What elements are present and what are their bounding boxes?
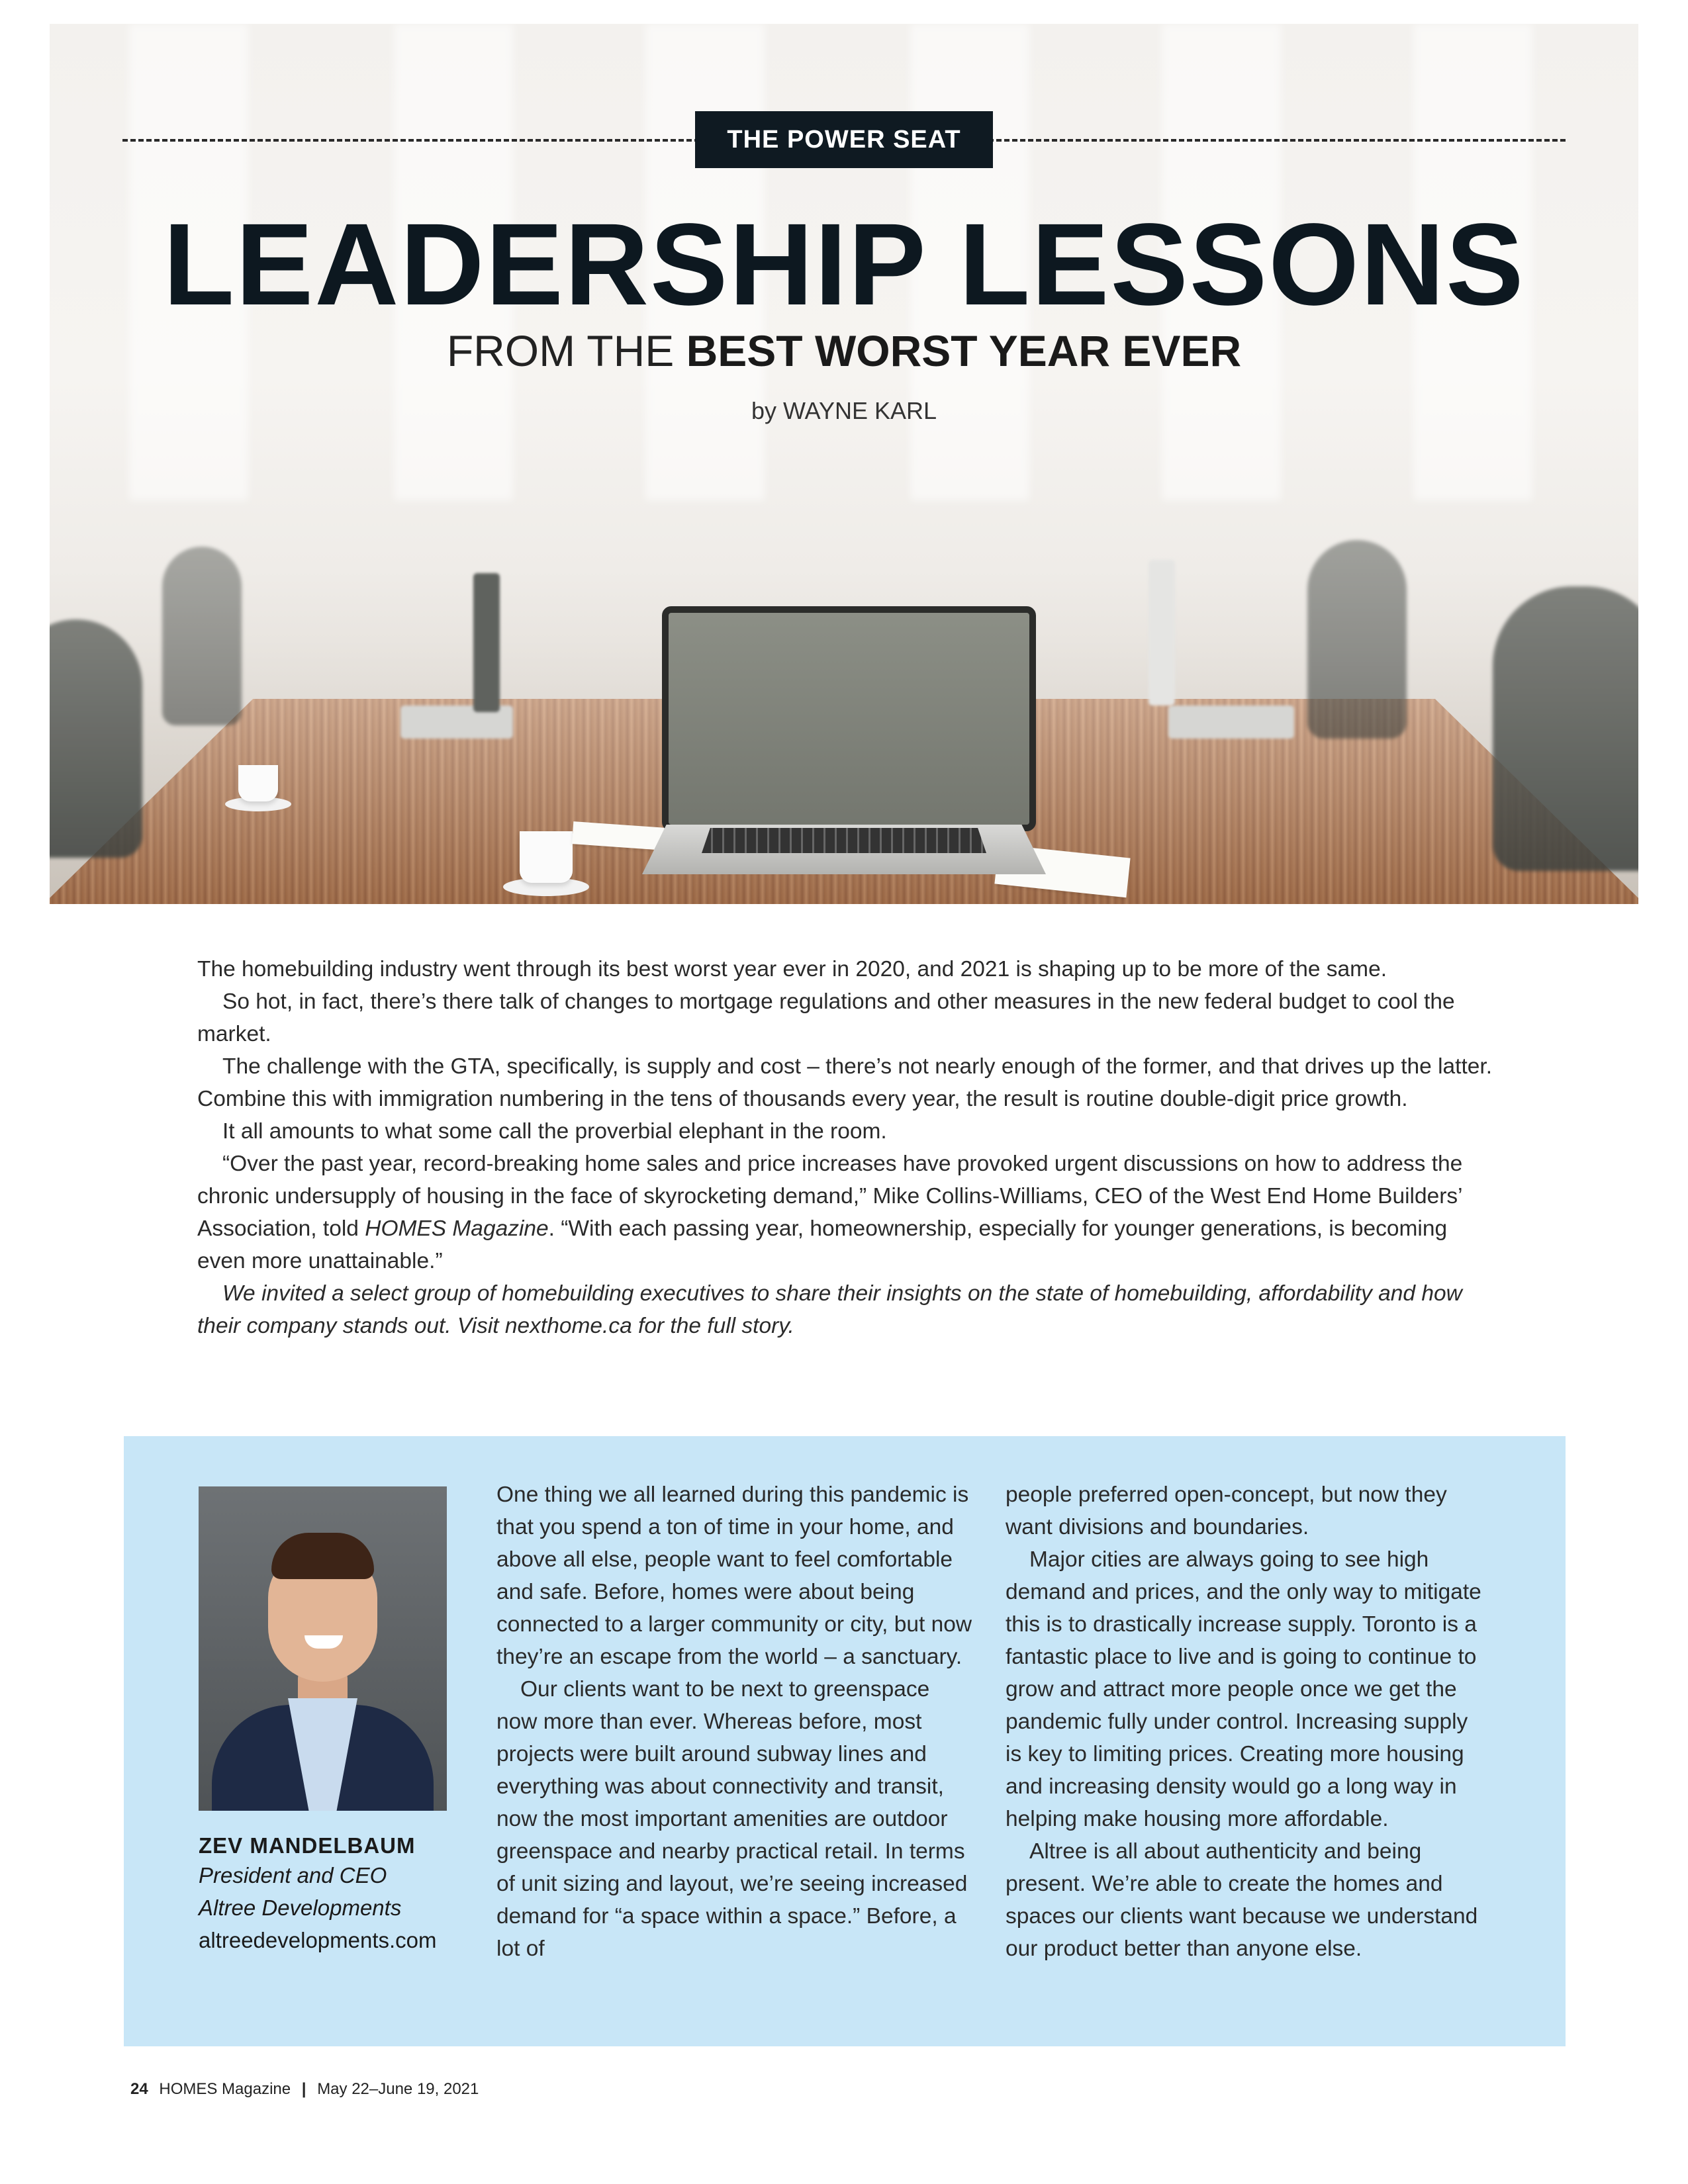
executive-profile	[124, 1436, 1566, 2046]
paragraph: One thing we all learned during this pandemic is that you spend a ton of time in your home, and above all else, people want to feel comfortable and safe. Before, homes were about being connected to a larger community or city, but now they’re an escape from the world – a sanctuary.	[496, 1482, 972, 1669]
headline: LEADERSHIP LESSONS	[163, 200, 1525, 330]
magazine-title: HOMES Magazine	[365, 1216, 549, 1241]
paragraph: The challenge with the GTA, specifically, is supply and cost – there’s not nearly enough of the former, and that drives up the latter. Combine this with immigration numbering in the tens of thousands every year, the result is routine double-digit price growth.	[197, 1054, 1493, 1111]
headshot-photo	[199, 1486, 447, 1811]
chair	[1493, 586, 1638, 871]
profile-column-1	[496, 1479, 973, 1965]
laptop-keyboard	[702, 828, 986, 853]
chair	[50, 619, 142, 858]
paragraph: The homebuilding industry went through its best worst year ever in 2020, and 2021 is shaping up to be more of the same.	[197, 957, 1387, 981]
footer-separator: |	[301, 2080, 306, 2098]
subheadline-bold: BEST WORST YEAR EVER	[686, 326, 1242, 375]
publication-name: HOMES Magazine	[159, 2080, 291, 2098]
paragraph: So hot, in fact, there’s there talk of changes to mortgage regulations and other measures in the new federal budget to cool the market.	[197, 989, 1455, 1046]
page-number: 24	[130, 2080, 148, 2098]
paragraph	[197, 1148, 1495, 1277]
paragraph: It all amounts to what some call the proverbial elephant in the room.	[222, 1119, 887, 1144]
coffee-cup	[520, 831, 573, 883]
hair	[271, 1533, 374, 1579]
page-footer	[130, 2080, 479, 2099]
laptop-screen	[662, 606, 1036, 831]
subheadline-prefix: FROM THE	[446, 326, 686, 375]
paragraph: people preferred open-concept, but now they want divisions and boundaries.	[1006, 1482, 1447, 1539]
section-kicker: THE POWER SEAT	[695, 111, 993, 168]
quote-text: “Over the past year, record-breaking home sales and price increases have provoked urgent discussions on how to address the chronic undersupply of housing in the face of skyrocketing demand,” Mike Collins-Williams, CEO of the West End Home Builders’ Association, told	[197, 1152, 1463, 1241]
profile-company: Altree Developments	[199, 1895, 402, 1920]
paragraph-italic	[197, 1277, 1495, 1342]
quote-text: . “With each passing year, homeownership, especially for younger generations, is becoming even more unattainable.”	[197, 1216, 1448, 1273]
profile-column-2	[1006, 1479, 1482, 1965]
issue-date: May 22–June 19, 2021	[317, 2080, 479, 2098]
byline: by WAYNE KARL	[751, 397, 937, 424]
laptop-background	[1149, 560, 1175, 705]
profile-title: President and CEO	[199, 1863, 387, 1888]
chair	[1307, 540, 1407, 739]
laptop-background	[473, 573, 500, 712]
subheadline	[0, 324, 1688, 377]
article-intro	[197, 953, 1495, 1342]
paragraph: Major cities are always going to see high demand and prices, and the only way to mitigate this is to drastically increase supply. Toronto is a fantastic place to live and is going to continue to grow and attract more people once we get the pandemic fully under control. Increasing supply is key to limiting prices. Creating more housing and increasing density would go a long way in helping make housing more affordable.	[1006, 1547, 1481, 1831]
chair	[162, 547, 242, 725]
paragraph: Our clients want to be next to greenspace now more than ever. Whereas before, most projects were built around subway lines and everything was about connectivity and transit, now the most important amenities are outdoor greenspace and nearby practical retail. In terms of unit sizing and layout, we’re seeing increased demand for “a space within a space.” Before, a lot of	[496, 1677, 968, 1961]
profile-name: ZEV MANDELBAUM	[199, 1833, 416, 1858]
coffee-cup	[238, 765, 278, 801]
invite-text: We invited a select group of homebuilding executives to share their insights on the state of homebuilding, affordability and how their company stands out. Visit nexthome.ca for the full story.	[197, 1281, 1462, 1338]
laptop-background	[1168, 705, 1294, 739]
profile-website: altreedevelopments.com	[199, 1928, 437, 1952]
paragraph: Altree is all about authenticity and being present. We’re able to create the homes and spaces our clients want because we understand our product better than anyone else.	[1006, 1839, 1478, 1961]
